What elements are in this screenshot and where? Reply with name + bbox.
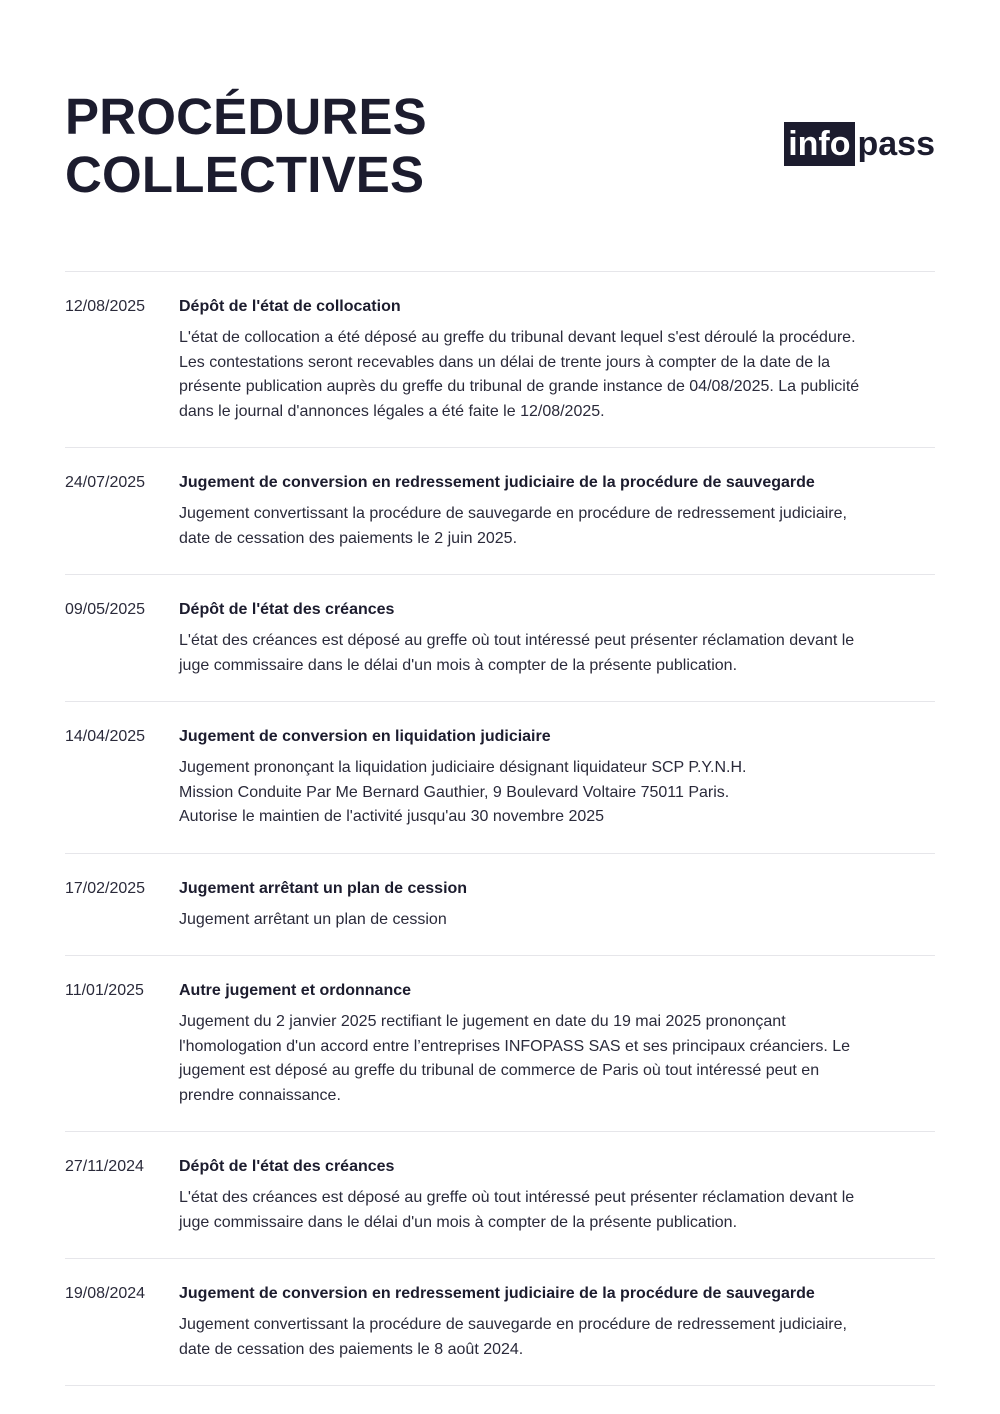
- entry-date: 14/04/2025: [65, 728, 146, 745]
- infopass-logo: [784, 122, 935, 166]
- page-header: [65, 88, 935, 204]
- entry-date: 11/01/2025: [65, 982, 144, 999]
- entry-description-line: Jugement convertissant la procédure de sauvegarde en procédure de redressement judiciaire,: [179, 1316, 847, 1333]
- entry-description-line: l'homologation d'un accord entre l’entreprises INFOPASS SAS et ses principaux créanciers. Le: [179, 1037, 851, 1055]
- entry-title: Jugement arrêtant un plan de cession: [179, 879, 468, 897]
- entry-title: Dépôt de l'état des créances: [179, 1158, 395, 1175]
- entry-date: 27/11/2024: [65, 1158, 144, 1175]
- entry-description: [179, 1010, 935, 1108]
- entry-description-line: Jugement du 2 janvier 2025 rectifiant le jugement en date du 19 mai 2025 prononçant: [179, 1013, 786, 1030]
- procedure-entry: [65, 1132, 935, 1259]
- entry-description-line: Autorise le maintien de l'activité jusqu'au 30 novembre 2025: [179, 808, 605, 825]
- entry-description: [179, 1313, 935, 1362]
- procedure-entry: [65, 575, 935, 702]
- entry-content: [179, 1284, 935, 1362]
- entry-description-line: Jugement arrêtant un plan de cession: [179, 910, 447, 928]
- entry-description-line: jugement est déposé au greffe du tribunal de commerce de Paris où tout intéressé peut en: [179, 1062, 820, 1079]
- procedure-entry: [65, 702, 935, 854]
- entry-date: 17/02/2025: [65, 879, 146, 897]
- entry-description-line: Mission Conduite Par Me Bernard Gauthier, 9 Boulevard Voltaire 75011 Paris.: [179, 783, 730, 801]
- entry-description-line: Jugement prononçant la liquidation judiciaire désignant liquidateur SCP P.Y.N.H.: [179, 759, 747, 776]
- entry-description-line: prendre connaissance.: [179, 1086, 341, 1104]
- entry-description-line: L'état des créances est déposé au greffe où tout intéressé peut présenter réclamation devant le: [179, 1189, 855, 1206]
- entry-description-line: L'état de collocation a été déposé au greffe du tribunal devant lequel s'est déroulé la procédure.: [179, 329, 856, 346]
- entry-description-line: date de cessation des paiements le 8 août 2024.: [179, 1340, 524, 1358]
- entry-description: [179, 629, 935, 678]
- entry-content: [179, 879, 935, 933]
- entry-title: Jugement de conversion en redressement judiciaire de la procédure de sauvegarde: [179, 474, 815, 491]
- entry-content: [179, 297, 935, 424]
- entry-content: [179, 981, 935, 1108]
- entry-date: 19/08/2024: [65, 1285, 146, 1302]
- entry-description: [179, 502, 935, 551]
- entry-description: [179, 908, 935, 933]
- entry-title: Jugement de conversion en redressement judiciaire de la procédure de sauvegarde: [179, 1285, 815, 1302]
- entry-description: [179, 756, 935, 830]
- entry-description-line: L'état des créances est déposé au greffe où tout intéressé peut présenter réclamation devant le: [179, 632, 855, 649]
- logo-text: pass: [857, 125, 935, 163]
- entry-date: 09/05/2025: [65, 601, 146, 618]
- logo-boxed-text: info: [784, 122, 854, 166]
- entry-content: [179, 1157, 935, 1235]
- procedure-entry: [65, 956, 935, 1132]
- entry-content: [179, 600, 935, 678]
- entry-title: Dépôt de l'état des créances: [179, 601, 395, 618]
- entry-description-line: juge commissaire dans le délai d'un mois à compter de la présente publication.: [179, 656, 738, 674]
- entry-description-line: Jugement convertissant la procédure de sauvegarde en procédure de redressement judiciaire,: [179, 505, 847, 522]
- entry-description-line: Les contestations seront recevables dans un délai de trente jours à compter de la date de la: [179, 353, 831, 371]
- entry-content: [179, 727, 935, 830]
- entry-description: [179, 1186, 935, 1235]
- entry-title: Autre jugement et ordonnance: [179, 982, 412, 999]
- entry-description-line: juge commissaire dans le délai d'un mois à compter de la présente publication.: [179, 1213, 738, 1231]
- entry-content: [179, 473, 935, 551]
- page-title-line: COLLECTIVES: [65, 146, 425, 203]
- entry-title: Jugement de conversion en liquidation judiciaire: [179, 728, 551, 745]
- entry-description-line: dans le journal d'annonces légales a été faite le 12/08/2025.: [179, 402, 605, 420]
- entry-date: 12/08/2025: [65, 298, 146, 315]
- entry-description-line: date de cessation des paiements le 2 juin 2025.: [179, 529, 518, 547]
- procedure-entry: [65, 1259, 935, 1386]
- procedure-entry: [65, 272, 935, 448]
- page-title: [65, 88, 427, 204]
- procedure-list: [65, 271, 935, 1386]
- entry-description: [179, 326, 935, 424]
- procedure-entry: [65, 854, 935, 957]
- entry-title: Dépôt de l'état de collocation: [179, 298, 401, 315]
- entry-date: 24/07/2025: [65, 474, 146, 491]
- entry-description-line: présente publication auprès du greffe du tribunal de grande instance de 04/08/2025. La publicité: [179, 378, 860, 395]
- procedure-entry: [65, 448, 935, 575]
- page-title-line: PROCÉDURES: [65, 88, 427, 145]
